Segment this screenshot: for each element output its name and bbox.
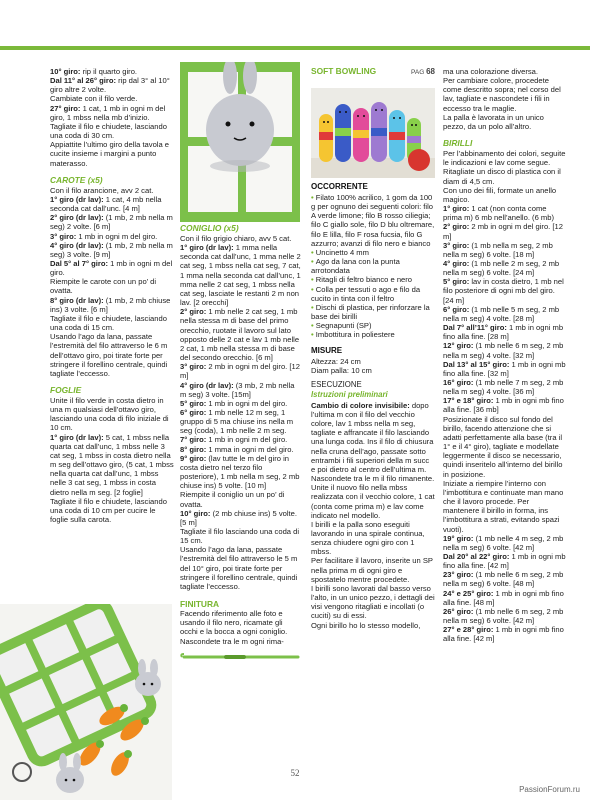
birilli-heading: BIRILLI	[443, 138, 473, 149]
coniglio-instructions	[180, 234, 301, 591]
bold-label: 7° giro:	[180, 435, 207, 445]
paragraph	[50, 94, 174, 103]
paragraph	[50, 140, 174, 167]
paragraph-text: Unite il filo verde in costa dietro in una m qualsiasi dell’ottavo giro, lasciando una coda di filo iniziale di 10 cm.	[50, 396, 169, 433]
paragraph-text: Con il filo arancione, avv 2 cat.	[50, 185, 154, 195]
paragraph	[50, 213, 174, 231]
paragraph-text: (1 mb nelle 2 m seg, 2 mb nella m seg) 6 volte. [24 m]	[443, 258, 560, 278]
bold-label: 5° giro:	[443, 277, 470, 287]
paragraph	[50, 497, 174, 524]
paragraph	[443, 396, 566, 414]
paragraph	[50, 296, 174, 314]
paragraph	[443, 186, 566, 204]
bold-label: 9° giro:	[180, 453, 207, 463]
column-4	[443, 67, 566, 644]
bold-label: 27° giro:	[50, 103, 81, 113]
paragraph-text: 1 cat, 4 mb nella seconda cat dall’unc. [4 m]	[50, 194, 162, 214]
paragraph	[180, 399, 301, 408]
paragraph-text: 1 mma in ogni m del giro.	[206, 444, 294, 454]
paragraph	[311, 193, 435, 248]
page-reference-label: PAG	[411, 69, 425, 76]
occorrente-list	[311, 193, 435, 340]
paragraph-text: Posizionate il disco sul fondo del birillo, facendo attenzione che si adatti perfettamente alla base (tra il 1° e il 4° giro), tagliate e modellate leggermente il disco se necessario, quindi inseritelo all’interno del birillo in posizione.	[443, 414, 563, 479]
paragraph-text: Ritagli di feltro bianco e nero	[315, 275, 413, 285]
paragraph	[50, 232, 174, 241]
paragraph-text: Tagliate il filo e chiudete, lasciando una coda di 30 cm.	[50, 121, 167, 141]
paragraph	[50, 332, 174, 378]
paragraph	[50, 67, 174, 76]
paragraph	[180, 435, 301, 444]
paragraph-text: Cambiate con il filo verde.	[50, 94, 138, 104]
paragraph	[50, 241, 174, 259]
paragraph-text: Imbottitura in poliestere	[315, 330, 395, 340]
paragraph	[50, 314, 174, 332]
paragraph-text: Tagliate il filo e chiudete, lasciando una coda di 10 cm per cucire le foglie sulla carota.	[50, 496, 167, 525]
paragraph	[443, 378, 566, 396]
paragraph-text: (1 mb nelle 7 m seg, 2 mb nella m seg) 4 volte. [36 m]	[443, 378, 564, 397]
column-2	[180, 223, 301, 664]
paragraph-text: Riempite le carote con un po’ di ovatta.	[50, 277, 157, 296]
bold-label: Dal 11° al 26° giro:	[50, 76, 117, 86]
paragraph-text: (1 mb, 2 mb nella m seg) 2 volte. [6 m]	[50, 213, 173, 232]
paragraph-text: Usando l’ago da lana, passate l’estremità del filo attraverso le 6 m dell’ottavo giro, poi tirate forte per stringere il forellino centrale, quindi tagliate l’eccesso.	[50, 332, 168, 378]
foglie-instructions	[50, 396, 174, 524]
page-top-margin	[0, 0, 590, 46]
paragraph-text: Tagliate il filo e chiudete, lasciando una coda di 15 cm.	[50, 313, 167, 333]
paragraph	[443, 277, 566, 304]
carote-instructions	[50, 186, 174, 378]
paragraph-text: (1 mb, 2 mb chiuse ins) 3 volte. [6 m]	[50, 295, 171, 314]
paragraph	[443, 241, 566, 259]
paragraph-text: 1 mb in ogni mb fino alla fine. [42 m]	[443, 625, 564, 644]
paragraph-text: rip dal 3° al 10° giro altre 2 volte.	[50, 76, 170, 95]
header-green-rule	[0, 46, 590, 50]
photo-bunny-on-board	[180, 62, 300, 222]
paragraph	[50, 277, 174, 295]
paragraph	[311, 584, 435, 621]
bold-label: 2° giro:	[180, 307, 207, 317]
paragraph	[180, 545, 301, 591]
paragraph-text: 5 cat, 1 mbss nella quarta cat dall’unc, 1 mbss nelle 3 cat seg, 1 mbss in costa dietro nella m seg dell’ottavo giro, (5 cat, 1 mbss nella quarta cat dall’unc, 1 mbss nelle 3 cat seg, 1 mbss in costa dietro nella m seg. [2 foglie]	[50, 432, 174, 497]
paragraph	[50, 195, 174, 213]
bold-label: 23° giro:	[443, 570, 474, 580]
bold-label: 6° giro:	[443, 304, 470, 314]
paragraph	[443, 341, 566, 359]
bold-label: 16° giro:	[443, 378, 474, 387]
paragraph	[50, 104, 174, 122]
esecuzione-instructions	[311, 401, 435, 630]
paragraph	[180, 609, 301, 646]
paragraph	[180, 381, 301, 399]
bold-label: 10° giro:	[50, 67, 81, 76]
paragraph: La palla è lavorata in un unico pezzo, da un polo all’altro.	[443, 112, 544, 131]
bold-label: 24° e 25° giro:	[443, 588, 494, 598]
misure-altezza: Altezza: 24 cm	[311, 356, 361, 366]
paragraph-text: 1 mb in ogni m del giro.	[50, 258, 173, 278]
paragraph-text: (1 mb nelle 5 m seg, 2 mb nella m seg) 4 volte. [28 m]	[443, 304, 560, 323]
paragraph	[50, 186, 174, 195]
finitura-heading: FINITURA	[180, 599, 220, 610]
paragraph	[443, 415, 566, 479]
page-reference	[411, 67, 435, 77]
column-1	[50, 67, 174, 524]
finitura-instructions	[180, 609, 301, 646]
paragraph	[443, 625, 566, 643]
paragraph	[180, 490, 301, 508]
paragraph: Per cambiare colore, procedete come descritto sopra; nel corso del lav, tagliate e nascondete i fili in eccesso tra le maglie.	[443, 76, 561, 113]
paragraph-text: (3 mb, 2 mb nella m seg) 3 volte. [15m]	[180, 380, 295, 399]
paragraph-text: Ago da lana con la punta arrotondata	[311, 257, 400, 276]
paragraph	[50, 433, 174, 497]
paragraph	[311, 621, 435, 630]
foglie-heading: FOGLIE	[50, 385, 82, 395]
paragraph	[180, 362, 301, 380]
paragraph	[311, 556, 435, 583]
paragraph-text: Filato 100% acrilico, 1 gom da 100 g per ognuno dei seguenti colori: filo A verde limone; filo B rosso ciliegia; filo C giallo sole, filo D blu oltremare, filo E lilla, filo F rosa fucsia, filo G azzurro; avanzi di filo nero e bianco	[311, 193, 435, 248]
page-reference-number: 68	[426, 67, 435, 76]
paragraph-text: 1 mb in ogni mb fino alla fine. [48 m]	[443, 588, 564, 607]
paragraph	[180, 509, 301, 527]
paragraph	[50, 122, 174, 140]
paragraph-text: Per facilitare il lavoro, inserite un SP nella prima m di ogni giro e spostatelo mentre procedete.	[311, 556, 433, 584]
paragraph	[311, 248, 435, 257]
paragraph	[180, 408, 301, 435]
bold-label: Dal 5° al 7° giro:	[50, 258, 108, 268]
bold-label: 12° giro:	[443, 341, 474, 351]
istruzioni-heading: Istruzioni preliminari	[311, 389, 388, 399]
paragraph-text: (lav tutte le m del giro in costa dietro nel terzo filo posteriore), 1 mb nella m seg, 2 mb chiuse ins) 5 volte. [10 m]	[180, 453, 300, 491]
paragraph	[311, 257, 435, 275]
paragraph-text: Dischi di plastica, per rinforzare la base dei birilli	[311, 302, 430, 322]
paragraph-text: Ogni birillo ho lo stesso modello,	[311, 620, 421, 630]
paragraph-text: (1 mb, 2 mb nella m seg) 3 volte. [9 m]	[50, 240, 173, 259]
paragraph-text: lav in costa dietro, 1 mb nel filo posteriore di ogni mb del giro. [24 m]	[443, 277, 564, 305]
paragraph	[443, 589, 566, 607]
paragraph-text: Iniziate a riempire l’interno con l’imbottitura e continuate man mano che il lavoro procede. Per mantenere il birillo in forma, ins l’imbottitura a strati, evitando spazi vuoti).	[443, 478, 564, 534]
paragraph	[311, 401, 435, 520]
paragraph	[180, 234, 301, 243]
paragraph-text: Riempite il coniglio un un po’ di ovatta.	[180, 490, 285, 509]
paragraph-text: (1 mb nella m seg, 2 mb nella m seg) 6 volte. [18 m]	[443, 240, 553, 259]
carote-heading: CAROTE (x5)	[50, 174, 103, 185]
paragraph	[443, 149, 566, 167]
paragraph-text: I birilli e la palla sono eseguiti lavorando in una spirale continua, senza chiudere ogni giro con 1 mbss.	[311, 519, 425, 557]
paragraph: ma una colorazione diversa.	[443, 67, 538, 76]
bold-label: 4° giro (dr lav):	[180, 380, 234, 390]
paragraph	[443, 479, 566, 534]
paragraph-text: (1 mb nelle 6 m seg, 2 mb nella m seg) 4 volte. [32 m]	[443, 341, 564, 360]
paragraph	[443, 607, 566, 625]
paragraph	[443, 323, 566, 341]
paragraph-text: 2 mb in ogni m del giro. [12 m]	[180, 362, 300, 381]
bold-label: 1° giro (dr lav):	[180, 243, 234, 253]
bold-label: 3° giro:	[50, 231, 77, 241]
photo-bag-carrots-bunnies	[0, 604, 172, 800]
paragraph-text: Segnapunti (SP)	[315, 321, 372, 331]
paragraph-text: 1 mb in ogni m del giro.	[206, 435, 288, 445]
bold-label: 2° giro:	[443, 222, 470, 232]
paragraph-text: 1 mma nella seconda cat dall’unc, 1 mma nelle 2 cat seg, 1 mbss nella cat seg, 7 cat, 1 mma nella seconda cat dall’unc, 1 mma nelle 2 cat seg, 1 mbss nella cat seg, lasciate le restanti 2 m non lav. [2 orecchi]	[180, 243, 301, 308]
paragraph-text: 1 mb nelle 12 m seg, 1 gruppo di 5 ma chiuse ins nella m seg (coda), 1 mb nelle 2 m seg.	[180, 407, 294, 436]
photo-soft-bowling-pins	[311, 88, 435, 178]
soft-bowling-heading: SOFT BOWLING	[311, 66, 377, 76]
paragraph-text: Con il filo grigio chiaro, avv 5 cat.	[180, 234, 292, 243]
bold-label: 19° giro:	[443, 533, 474, 543]
bold-label: 4° giro:	[443, 258, 470, 268]
paragraph	[180, 527, 301, 545]
misure-heading: MISURE	[311, 345, 343, 355]
paragraph-text: 1 cat (non conta come prima m) 6 mb nell’anello. (6 mb)	[443, 204, 554, 223]
paragraph	[180, 307, 301, 362]
paragraph-text: (1 mb nelle 6 m seg, 2 mb nella m seg) 6 volte. [42 m]	[443, 606, 564, 626]
bold-label: 27° e 28° giro:	[443, 625, 494, 635]
bold-label: 3° giro:	[443, 240, 470, 250]
paragraph	[50, 396, 174, 433]
column-3-text	[311, 182, 435, 630]
paragraph	[443, 305, 566, 323]
paragraph-text: (1 mb nelle 4 m seg, 2 mb nella m seg) 6 volte. [42 m]	[443, 533, 564, 552]
col1-top-text	[50, 67, 174, 168]
paragraph-text: Per l’abbinamento dei colori, seguite le indicazioni e lav come segue.	[443, 149, 566, 168]
paragraph-text: Appiattite l’ultimo giro della tavola e cucite insieme i margini a punto materasso.	[50, 140, 170, 168]
paragraph-text: Usando l’ago da lana, passate l’estremità del filo attraverso le 5 m del 10° giro, poi tirate forte per stringere il forellino centrale, quindi tagliate l’eccesso.	[180, 545, 298, 591]
bold-label: 1° giro:	[443, 204, 470, 214]
paragraph-text: 1 mb in ogni mb fino alla fine. [28 m]	[443, 323, 564, 342]
paragraph	[311, 321, 435, 330]
paragraph-text: 1 mb nelle 2 cat seg, 1 mb nella stessa m di base del primo orecchio, ruotate il lavoro sul lato opposto delle 2 cat e lav 1 mb nelle 2 cat, 1 mb nella stessa m di base del secondo orecchio. [6 m]	[180, 307, 300, 363]
bold-label: 5° giro:	[180, 398, 207, 408]
birilli-instructions	[443, 149, 566, 643]
page-number: 52	[290, 768, 300, 778]
column-3	[311, 66, 435, 77]
misure-diametro: Diam palla: 10 cm	[311, 365, 372, 375]
bold-label: Dal 7° all’11° giro:	[443, 323, 507, 333]
paragraph-text: 1 cat, 1 mb in ogni m del giro, 1 mbss nella mb d’inizio.	[50, 103, 166, 122]
paragraph	[443, 222, 566, 240]
bold-label: 2° giro (dr lav):	[50, 213, 104, 223]
paragraph	[311, 520, 435, 557]
paragraph-text: Colla per tessuti o ago e filo da cucito in tinta con il feltro	[311, 284, 421, 303]
paragraph	[443, 360, 566, 378]
paragraph-text: Ritagliate un disco di plastica con il diam di 4,5 cm.	[443, 167, 561, 186]
esecuzione-heading: ESECUZIONE	[311, 379, 362, 389]
paragraph	[443, 167, 566, 185]
paragraph-text: Con uno dei fili, formate un anello magico.	[443, 185, 557, 204]
watermark: PassionForum.ru	[519, 785, 580, 794]
paragraph-text: Uncinetto 4 mm	[315, 247, 369, 257]
bold-label: 26° giro:	[443, 606, 474, 616]
paragraph	[180, 445, 301, 454]
col4-top-text	[443, 67, 566, 131]
paragraph-text: I birilli sono lavorati dal basso verso l’alto, in un unico pezzo, i dettagli dei visi vengono ritagliati e incollati (o cuciti) su di essi.	[311, 583, 435, 621]
crochet-hook-illustration	[180, 652, 301, 664]
paragraph	[443, 570, 566, 588]
paragraph-text: rip il quarto giro.	[80, 67, 138, 76]
paragraph-text: 1 mb in ogni m del giro.	[206, 398, 288, 408]
coniglio-heading: CONIGLIO (x5)	[180, 223, 239, 233]
paragraph-text: (2 mb chiuse ins) 5 volte. [5 m]	[180, 508, 297, 527]
paragraph	[180, 454, 301, 491]
paragraph-text: dopo l’ultima m con il filo del vecchio colore, lav 1 mbss nella m seg, tagliate e affrancate il filo lasciando una lunga coda. Ins il filo di chiusura nella cruna dell’ago, passate sotto entrambi i fili superiori della m succ e poi dietro al centro dell’ultima m. Nascondete tra le m il filo rimanente. Unite il nuovo filo nella mbss realizzata con il vecchio colore, 1 cat (conta come prima m) e lav come indicato nel modello.	[311, 400, 435, 520]
bold-label: Dal 20° al 22° giro:	[443, 551, 510, 561]
paragraph	[180, 243, 301, 307]
bold-label: Dal 13° al 15° giro:	[443, 359, 510, 369]
paragraph-text: 1 mb in ogni mb fino alla fine. [32 m]	[443, 359, 566, 378]
paragraph	[50, 76, 174, 94]
paragraph	[50, 259, 174, 277]
paragraph-text: Tagliate il filo lasciando una coda di 15 cm.	[180, 527, 300, 546]
paragraph	[311, 275, 435, 284]
bold-label: 17° e 18° giro:	[443, 396, 494, 406]
bold-label: 4° giro (dr lav):	[50, 240, 104, 250]
paragraph-text: 2 mb in ogni m del giro. [12 m]	[443, 222, 563, 241]
bold-label: 10° giro:	[180, 508, 211, 518]
paragraph-text: 1 mb in ogni m del giro.	[76, 231, 158, 241]
bold-label: 8° giro:	[180, 444, 207, 454]
bold-label: 1° giro (dr lav):	[50, 432, 104, 442]
paragraph-text: (1 mb nelle 6 m seg, 2 mb nella m seg) 6 volte. [48 m]	[443, 570, 564, 589]
paragraph	[443, 552, 566, 570]
paragraph	[443, 259, 566, 277]
paragraph	[311, 330, 435, 339]
bold-label: 8° giro (dr lav):	[50, 295, 104, 305]
bold-label: Cambio di colore invisibile:	[311, 400, 410, 410]
paragraph	[311, 285, 435, 303]
bold-label: 6° giro:	[180, 407, 207, 417]
bold-label: 3° giro:	[180, 362, 207, 372]
paragraph	[443, 534, 566, 552]
paragraph-text: 1 mb in ogni mb fino alla fine. [36 mb]	[443, 396, 564, 415]
paragraph-text: 1 mb in ogni mb fino alla fine. [42 m]	[443, 551, 566, 571]
bold-label: 1° giro (dr lav):	[50, 194, 104, 204]
paragraph	[443, 204, 566, 222]
paragraph	[311, 303, 435, 321]
occorrente-heading: OCCORRENTE	[311, 182, 368, 191]
paragraph-text: Facendo riferimento alle foto e usando il filo nero, ricamate gli occhi e la bocca a ogni coniglio. Nascondete tra le m ogni rima-	[180, 609, 288, 646]
